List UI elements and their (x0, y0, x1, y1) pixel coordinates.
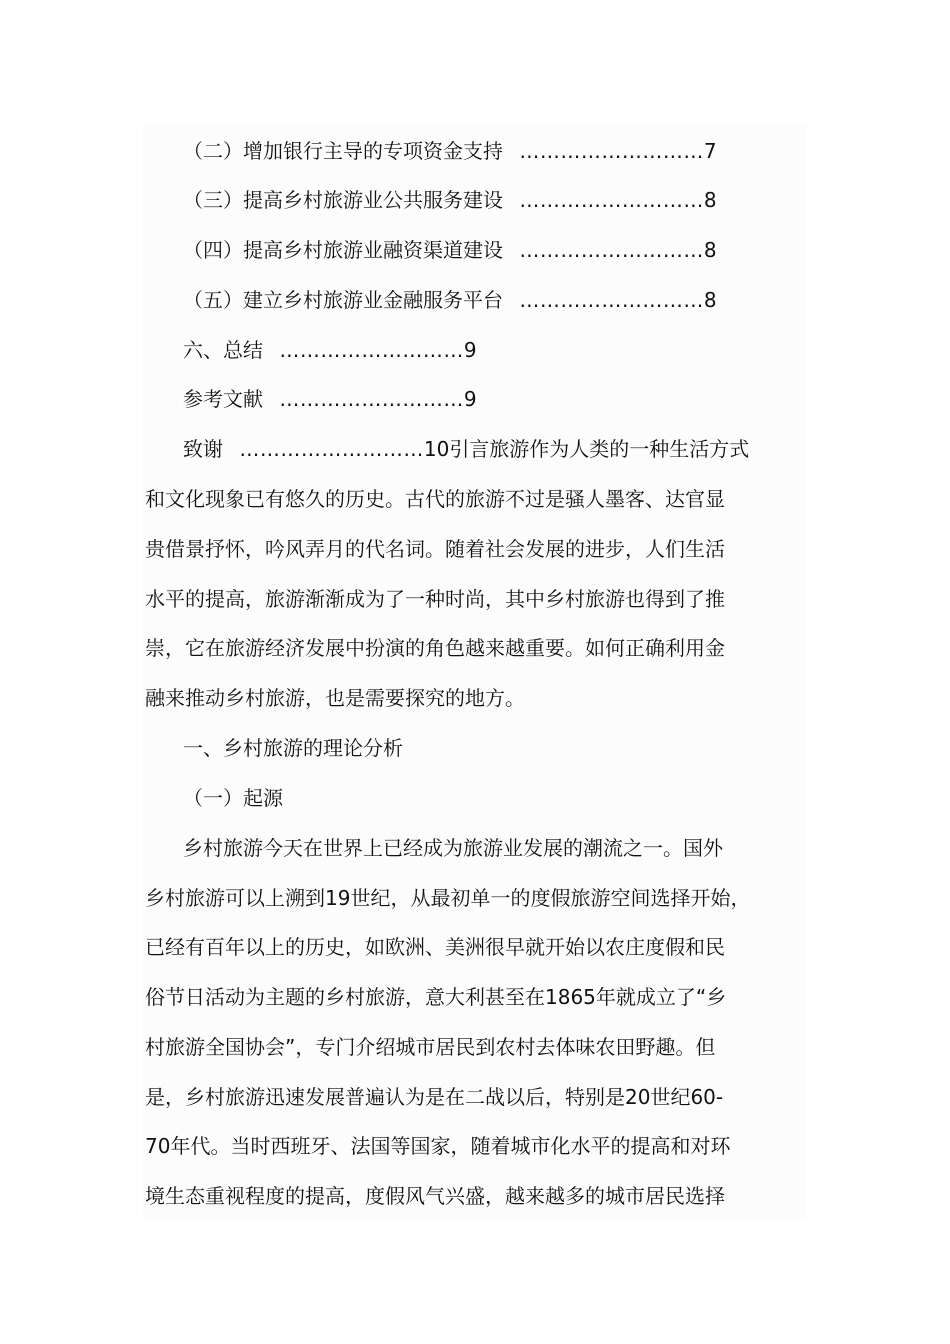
paragraph-line: 是，乡村旅游迅速发展普遍认为是在二战以后，特别是20世纪60- (145, 1085, 724, 1109)
toc-page-number: 8 (703, 238, 717, 262)
toc-leader: ……………………… (239, 437, 424, 461)
toc-entry[interactable] (183, 336, 477, 364)
toc-page-number: 10 (423, 437, 450, 461)
paragraph-line: 70年代。当时西班牙、法国等国家，随着城市化水平的提高和对环 (145, 1134, 731, 1158)
toc-entry-ack[interactable] (183, 435, 749, 463)
toc-page-number: 8 (703, 188, 717, 212)
toc-leader: ……………………… (519, 188, 704, 212)
paragraph-line: 境生态重视程度的提高，度假风气兴盛，越来越多的城市居民选择 (145, 1184, 725, 1208)
toc-entry[interactable] (183, 286, 717, 314)
intro-line: 融来推动乡村旅游，也是需要探究的地方。 (145, 686, 525, 710)
toc-page-number: 9 (463, 338, 477, 362)
toc-leader: ……………………… (279, 338, 464, 362)
toc-label: （四）提高乡村旅游业融资渠道建设 (183, 238, 503, 262)
toc-leader: ……………………… (519, 139, 704, 163)
paragraph-line: 乡村旅游今天在世界上已经成为旅游业发展的潮流之一。国外 (183, 836, 723, 860)
toc-leader: ……………………… (519, 238, 704, 262)
toc-label: 参考文献 (183, 387, 263, 411)
toc-page-number: 8 (703, 288, 717, 312)
toc-label: （三）提高乡村旅游业公共服务建设 (183, 188, 503, 212)
toc-leader: ……………………… (519, 288, 704, 312)
toc-entry[interactable] (183, 385, 477, 413)
toc-label: 致谢 (183, 437, 223, 461)
intro-first-line: 引言旅游作为人类的一种生活方式 (449, 437, 750, 461)
intro-line: 和文化现象已有悠久的历史。古代的旅游不过是骚人墨客、达官显 (145, 487, 725, 511)
toc-page-number: 7 (703, 139, 717, 163)
section-heading: 一、乡村旅游的理论分析 (183, 736, 403, 760)
toc-leader: ……………………… (279, 387, 464, 411)
toc-page-number: 9 (463, 387, 477, 411)
toc-entry[interactable] (183, 236, 717, 264)
paragraph-line: 村旅游全国协会”，专门介绍城市居民到农村去体味农田野趣。但 (145, 1035, 716, 1059)
intro-line: 贵借景抒怀，吟风弄月的代名词。随着社会发展的进步，人们生活 (145, 537, 725, 561)
toc-entry[interactable] (183, 137, 717, 165)
paragraph-line: 乡村旅游可以上溯到19世纪，从最初单一的度假旅游空间选择开始， (145, 886, 751, 910)
toc-entry[interactable] (183, 186, 717, 214)
subsection-heading: （一）起源 (183, 786, 283, 810)
toc-label: （二）增加银行主导的专项资金支持 (183, 139, 503, 163)
intro-line: 崇，它在旅游经济发展中扮演的角色越来越重要。如何正确利用金 (145, 636, 725, 660)
intro-line: 水平的提高，旅游渐渐成为了一种时尚，其中乡村旅游也得到了推 (145, 587, 725, 611)
paragraph-line: 已经有百年以上的历史，如欧洲、美洲很早就开始以农庄度假和民 (145, 935, 725, 959)
paragraph-line: 俗节日活动为主题的乡村旅游，意大利甚至在1865年就成立了“乡 (145, 985, 727, 1009)
toc-label: （五）建立乡村旅游业金融服务平台 (183, 288, 503, 312)
toc-label: 六、总结 (183, 338, 263, 362)
